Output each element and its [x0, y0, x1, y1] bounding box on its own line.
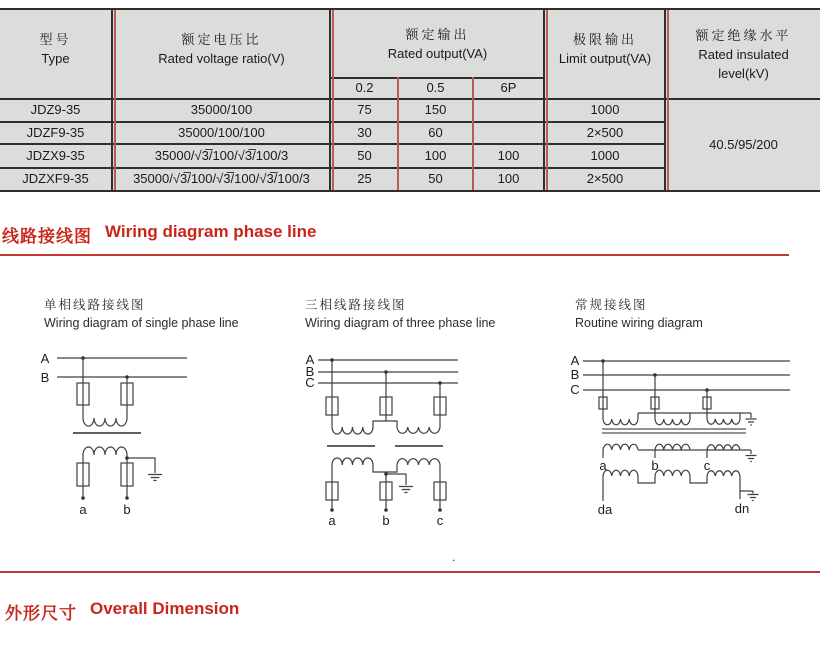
ground-icon	[399, 487, 413, 493]
junction-dot	[601, 359, 605, 363]
terminal-label-c: c	[703, 458, 711, 473]
ground-tap	[127, 458, 155, 473]
secondary-center-step	[373, 465, 397, 472]
cell-ratio: 35000/100/100	[178, 124, 265, 140]
header-ratio-zh: 额定电压比	[181, 32, 262, 47]
section-title-wiring-zh: 线路接线图	[2, 227, 92, 246]
terminal-label-a: a	[79, 502, 87, 517]
secondary-winding-right	[397, 459, 440, 465]
header-insulation-zh: 额定绝缘水平	[695, 27, 792, 43]
header-insulation-en2: level(kV)	[718, 65, 769, 81]
caption-three-phase-en: Wiring diagram of three phase line	[305, 316, 496, 330]
terminal-label-a: a	[328, 513, 336, 528]
cell-limit: 2×500	[586, 124, 624, 140]
cell-output-6P	[474, 121, 543, 143]
section-title-wiring-en: Wiring diagram phase line	[105, 222, 317, 241]
secondary-stubs	[603, 450, 707, 458]
three-phase-diagram	[300, 350, 475, 535]
cell-type: JDZF9-35	[26, 124, 85, 140]
bus-lines	[318, 360, 458, 383]
header-type-zh: 型号	[39, 32, 72, 47]
secondary-windings	[603, 444, 740, 450]
cell-limit: 1000	[590, 102, 620, 117]
dn-leg	[740, 476, 753, 499]
primary-winding-right	[397, 427, 440, 433]
junction-dot	[438, 381, 442, 385]
terminal-dot	[81, 496, 85, 500]
cell-limit: 2×500	[586, 171, 624, 186]
section-title-wiring	[2, 222, 316, 247]
junction-dot	[81, 356, 85, 360]
section-title-dimension-zh: 外形尺寸	[5, 604, 77, 623]
header-output-en: Rated output(VA)	[387, 45, 488, 61]
cell-output-6P: 100	[497, 171, 520, 186]
bus-label-B: B	[305, 364, 315, 379]
section-title-dimension-en: Overall Dimension	[90, 599, 240, 618]
caption-three-phase-zh: 三相线路接线图	[305, 298, 407, 312]
ground-icon	[746, 419, 757, 425]
primary-drops	[332, 360, 440, 427]
header-ratio-en: Rated voltage ratio(V)	[158, 51, 285, 66]
tertiary-winding	[603, 470, 740, 483]
header-insulation	[667, 10, 820, 98]
bus-label-A: A	[570, 353, 580, 368]
caption-single-phase-zh: 单相线路接线图	[44, 298, 146, 312]
terminal-dot	[384, 508, 388, 512]
ground-icon	[746, 456, 757, 462]
header-accuracy-0.5: 0.5	[426, 80, 445, 95]
routine-diagram	[565, 350, 820, 525]
cell-type: JDZX9-35	[26, 147, 85, 163]
cell-output-0.2: 50	[357, 147, 372, 163]
cell-ratio: 35000/√3̅/100/√3̅/100/3	[154, 147, 289, 163]
header-accuracy-6P: 6P	[500, 80, 517, 95]
bus-label-A: A	[40, 351, 50, 366]
bus-label-C: C	[305, 375, 315, 390]
terminal-label-dn: dn	[734, 501, 750, 516]
ground-tap	[386, 474, 406, 485]
caption-single-phase	[44, 296, 239, 332]
secondary-winding	[83, 447, 127, 455]
junction-dot	[653, 373, 657, 377]
caption-single-phase-en: Wiring diagram of single phase line	[44, 316, 239, 330]
ground-icon	[148, 475, 162, 481]
caption-routine-zh: 常规接线图	[575, 298, 648, 312]
terminal-label-b: b	[382, 513, 390, 528]
terminal-label-da: da	[597, 502, 613, 517]
cell-type: JDZ9-35	[30, 102, 81, 117]
core-lines	[602, 429, 746, 433]
junction-dot	[705, 388, 709, 392]
bus-label-B: B	[570, 367, 580, 382]
bus-label-C: C	[570, 382, 580, 397]
cell-insulation-level: 40.5/95/200	[709, 136, 778, 152]
caption-three-phase	[305, 296, 495, 332]
cell-output-0.2: 30	[357, 124, 372, 140]
primary-winding-left	[332, 427, 373, 434]
single-phase-diagram	[28, 345, 263, 530]
spec-table	[0, 8, 820, 192]
section-title-dimension	[5, 599, 239, 624]
junction-dot	[330, 358, 334, 362]
header-limit-zh: 极限输出	[572, 32, 637, 47]
primary-windings	[603, 419, 740, 425]
caption-routine-en: Routine wiring diagram	[575, 316, 703, 330]
secondary-winding-left	[332, 458, 373, 465]
cell-output-0.2: 75	[357, 102, 372, 117]
terminal-label-a: a	[599, 458, 607, 473]
caption-routine	[575, 296, 703, 332]
junction-dot	[125, 456, 129, 460]
header-output-zh: 额定输出	[405, 26, 470, 42]
ground-icon	[748, 495, 759, 501]
primary-winding	[83, 418, 127, 426]
bus-label-B: B	[40, 370, 50, 385]
header-type	[0, 10, 111, 98]
cell-output-0.5: 100	[424, 147, 447, 163]
header-limit	[546, 10, 664, 98]
cell-limit: 1000	[590, 147, 620, 163]
junction-dot	[125, 375, 129, 379]
cell-output-0.5: 60	[428, 124, 443, 140]
cell-ratio: 35000/100	[190, 102, 253, 117]
cell-ratio: 35000/√3̅/100/√3̅/100/√3̅/100/3	[133, 171, 310, 186]
header-output	[332, 10, 543, 77]
table-bottom-border	[0, 190, 820, 192]
cell-output-0.5: 50	[428, 171, 443, 186]
terminal-dot	[125, 496, 129, 500]
section-rule-dimension	[0, 571, 820, 573]
primary-center-step	[373, 421, 397, 427]
cell-output-0.2: 25	[357, 171, 372, 186]
terminal-dot	[438, 508, 442, 512]
cell-output-6P	[474, 98, 543, 121]
bus-label-A: A	[305, 352, 315, 367]
junction-dot	[384, 472, 388, 476]
cell-type: JDZXF9-35	[22, 171, 89, 186]
header-limit-en: Limit output(VA)	[558, 51, 652, 66]
bus-lines	[583, 361, 790, 390]
terminal-label-b: b	[651, 458, 659, 473]
section-rule-wiring	[0, 254, 789, 256]
col-divider-black	[664, 10, 666, 190]
stray-dot: .	[452, 550, 456, 564]
header-insulation-en1: Rated insulated	[698, 46, 789, 62]
cell-output-6P: 100	[497, 147, 520, 163]
junction-dot	[384, 370, 388, 374]
terminal-dot	[330, 508, 334, 512]
header-ratio	[114, 10, 329, 98]
col-divider-black	[329, 10, 331, 190]
header-accuracy-0.2: 0.2	[355, 80, 374, 95]
terminal-label-b: b	[123, 502, 131, 517]
cell-output-0.5: 150	[424, 102, 447, 117]
col-divider-black	[111, 10, 113, 190]
terminal-label-c: c	[436, 513, 444, 528]
col-divider-black	[543, 10, 545, 190]
header-type-en: Type	[41, 51, 70, 66]
